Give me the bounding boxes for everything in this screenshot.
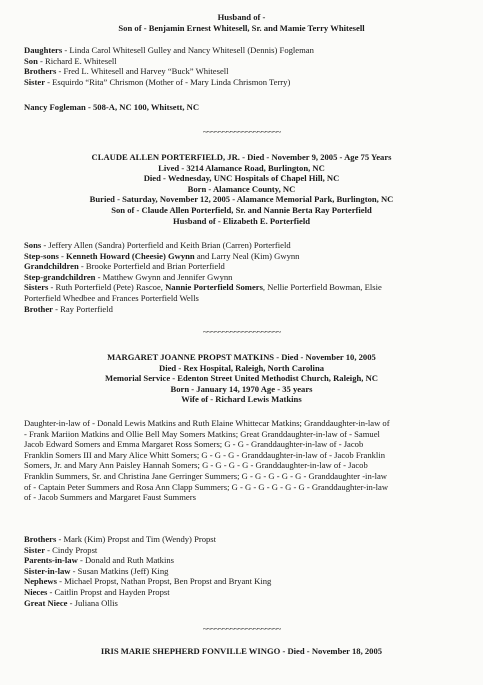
contact-line: Nancy Fogleman - 508-A, NC 100, Whitsett, NC <box>24 102 200 112</box>
family-row: Sisters - Ruth Porterfield (Pete) Rascoe, Nannie Porterfield Somers, Nellie Porterfield Bowman, Elsie <box>24 282 382 293</box>
family-row: Great Niece - Juliana Ollis <box>24 597 118 608</box>
section2-header <box>0 152 483 226</box>
section1-header <box>0 12 483 33</box>
family-row: Step-grandchildren - Matthew Gwynn and Jennifer Gwynn <box>24 271 233 282</box>
section3-header <box>0 352 483 405</box>
paragraph-line: Franklin Summers, Sr. and Christina Jane Gerringer Summers; G - G - G - G - G - Granddaughter -in-law <box>24 470 388 481</box>
son-of: Son of - Benjamin Ernest Whitesell, Sr. and Mamie Terry Whitesell <box>118 22 365 33</box>
header-line: Husband of - Elizabeth E. Porterfield <box>172 215 311 226</box>
family-row: Step-sons - Kenneth Howard (Cheesie) Gwynn and Larry Neal (Kim) Gwynn <box>24 250 300 261</box>
paragraph-line: of - Captain Peter Summers and Rosa Ann Clapp Summers; G - G - G - G - G - G - Granddaughter-in-law <box>24 481 389 492</box>
family-row: Sons - Jeffery Allen (Sandra) Porterfield and Keith Brian (Carren) Porterfield <box>24 240 291 250</box>
paragraph-line: Somers, Jr. and Mary Ann Paisley Hannah Somers; G - G - G - G - Granddaughter-in-law of - Jacob <box>24 460 368 471</box>
family-row: Parents-in-law - Donald and Ruth Matkins <box>24 555 174 566</box>
header-line: Lived - 3214 Alamance Road, Burlington, NC <box>158 162 325 173</box>
header-line: Died - Rex Hospital, Raleigh, North Carolina <box>158 362 325 373</box>
obit-title: CLAUDE ALLEN PORTERFIELD, JR. - Died - November 9, 2005 - Age 75 Years <box>91 152 392 162</box>
header-line: Son of - Claude Allen Porterfield, Sr. and Nannie Berta Ray Porterfield <box>111 204 372 215</box>
section1-contact <box>24 102 464 113</box>
header-line: Memorial Service - Edenton Street United Methodist Church, Raleigh, NC <box>105 373 378 384</box>
section3-family <box>24 534 464 608</box>
separator: ~~~~~~~~~~~~~~~~~~~~ <box>202 327 281 337</box>
paragraph-line: - Frank Mariion Matkins and Ollie Bell May Somers Matkins; Great Granddaughter-in-law of - Samuel <box>24 428 380 439</box>
section4-header <box>0 646 483 657</box>
family-row: Daughters - Linda Carol Whitesell Gulley and Nancy Whitesell (Dennis) Fogleman <box>24 45 314 55</box>
paragraph-line: Daughter-in-law of - Donald Lewis Matkins and Ruth Elaine Whittecar Matkins; Granddaughter-in-law of <box>24 418 390 428</box>
section1-family <box>24 45 464 87</box>
family-row: Grandchildren - Brooke Porterfield and Brian Porterfield <box>24 261 225 272</box>
header-line: Born - January 14, 1970 Age - 35 years <box>170 383 313 394</box>
family-row: Nieces - Caitlin Propst and Hayden Propst <box>24 586 170 597</box>
header-line: Died - Wednesday, UNC Hospitals of Chapel Hill, NC <box>143 173 340 184</box>
family-row: Porterfield Whedbee and Frances Porterfield Wells <box>24 292 199 303</box>
family-row: Sister - Esquirdo “Rita” Chrismon (Mother of - Mary Linda Chrismon Terry) <box>24 76 291 87</box>
obit-title: IRIS MARIE SHEPHERD FONVILLE WINGO - Died - November 18, 2005 <box>100 646 383 656</box>
obit-title: MARGARET JOANNE PROPST MATKINS - Died - November 10, 2005 <box>107 352 376 362</box>
paragraph-line: Jacob Edward Somers and Emma Margaret Ross Somers; G - G - Granddaughter-in-law of - Jacob <box>24 439 364 450</box>
family-row: Sister - Cindy Propst <box>24 544 98 555</box>
family-row: Sister-in-law - Susan Matkins (Jeff) King <box>24 565 169 576</box>
section2-family <box>24 240 464 314</box>
paragraph-line: of - Jacob Summers and Margaret Faust Summers <box>24 492 196 503</box>
section3-paragraph <box>24 418 464 503</box>
paragraph-line: Franklin Somers III and Mary Alice Whitt Somers; G - G - G - Granddaughter-in-law of - Jacob Franklin <box>24 449 385 460</box>
family-row: Brothers - Mark (Kim) Propst and Tim (Wendy) Propst <box>24 534 217 544</box>
family-row: Brother - Ray Porterfield <box>24 303 113 314</box>
husband-of: Husband of - <box>217 12 266 22</box>
header-line: Wife of - Richard Lewis Matkins <box>181 394 302 405</box>
separator: ~~~~~~~~~~~~~~~~~~~~ <box>202 127 281 137</box>
header-line: Buried - Saturday, November 12, 2005 - Alamance Memorial Park, Burlington, NC <box>89 194 394 205</box>
header-line: Born - Alamance County, NC <box>187 183 296 194</box>
family-row: Nephews - Michael Propst, Nathan Propst, Ben Propst and Bryant King <box>24 576 272 587</box>
separator: ~~~~~~~~~~~~~~~~~~~~ <box>202 624 281 634</box>
family-row: Brothers - Fred L. Whitesell and Harvey “Buck” Whitesell <box>24 66 229 77</box>
family-row: Son - Richard E. Whitesell <box>24 55 117 66</box>
